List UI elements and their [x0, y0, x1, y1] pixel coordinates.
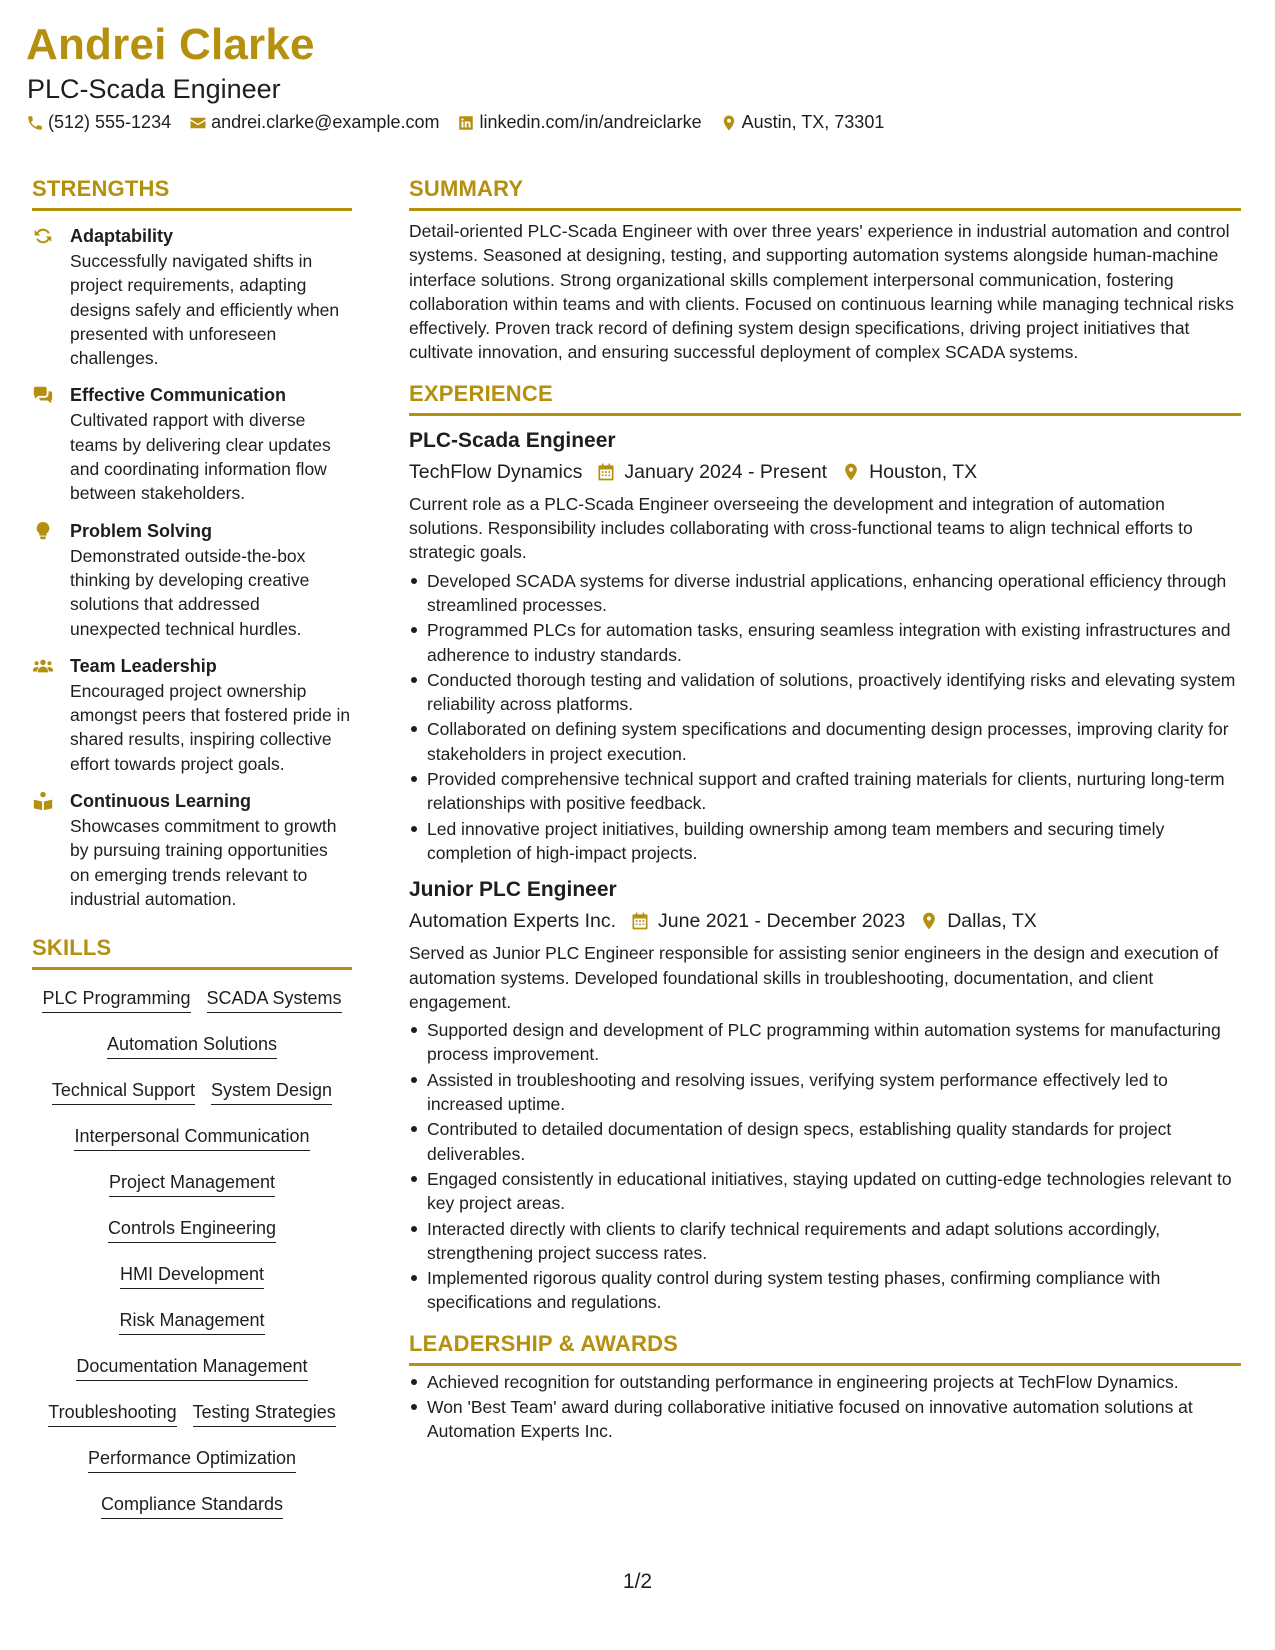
job-entry	[409, 875, 1241, 1314]
strength-desc: Successfully navigated shifts in project requirements, adapting designs safely and efficiently when presented with unforeseen challenges.	[70, 251, 340, 369]
contact-linkedin[interactable]	[457, 112, 701, 133]
company-name: Automation Experts Inc.	[409, 910, 617, 933]
bullet-item: Programmed PLCs for automation tasks, ensuring seamless integration with existing infrastructures and adherence to industry standards.	[409, 618, 1241, 667]
skill-tag: Interpersonal Communication	[74, 1126, 309, 1151]
job-location	[841, 457, 977, 487]
job-entry	[409, 426, 1241, 865]
experience-heading: EXPERIENCE	[409, 381, 1241, 416]
strength-desc: Showcases commitment to growth by pursuing training opportunities on emerging trends relevant to industrial automation.	[70, 816, 337, 909]
summary-text: Detail-oriented PLC-Scada Engineer with over three years' experience in industrial automation and control systems. Seasoned at designing, testing, and supporting automation systems alongside human-machine interface solutions. Strong organizational skills complement interpersonal communication, fostering collaboration within teams and with clients. Focused on continuous learning while managing technical risks effectively. Proven track record of defining system design specifications, driving project initiatives that cultivate innovation, and ensuring successful deployment of complex SCADA systems.	[409, 221, 1234, 363]
bullet-item: Led innovative project initiatives, building ownership among team members and securing timely completion of high-impact projects.	[409, 817, 1241, 866]
skill-tag: Troubleshooting	[48, 1402, 176, 1427]
job-description: Served as Junior PLC Engineer responsible for assisting senior engineers in the design and execution of automation systems. Developed foundational skills in troubleshooting, documentation, and client engagement.	[409, 943, 1219, 1012]
bullet-item: Supported design and development of PLC programming within automation systems for manufacturing process improvement.	[409, 1018, 1241, 1067]
map-marker-icon	[720, 114, 738, 132]
summary-heading: SUMMARY	[409, 176, 1241, 211]
skills-heading: SKILLS	[32, 935, 352, 970]
sync-icon	[32, 225, 54, 247]
strength-item	[32, 518, 352, 641]
contact-phone[interactable]	[26, 112, 171, 133]
job-description: Current role as a PLC-Scada Engineer overseeing the development and integration of automation solutions. Responsibility includes collaborating with cross-functional teams to align technical efforts to strategic goals.	[409, 493, 1193, 563]
candidate-name: Andrei Clarke	[26, 20, 315, 69]
job-title: PLC-Scada Engineer	[409, 428, 616, 452]
skill-tag: System Design	[211, 1080, 332, 1105]
bullet-item: Contributed to detailed documentation of design specs, establishing quality standards for project deliverables.	[409, 1117, 1241, 1166]
skill-tag: Automation Solutions	[107, 1034, 277, 1059]
bullet-item: Developed SCADA systems for diverse industrial applications, enhancing operational efficiency through streamlined processes.	[409, 569, 1241, 618]
strength-desc: Encouraged project ownership amongst peers that fostered pride in shared results, inspiring collective effort towards project goals.	[70, 680, 351, 774]
awards-list	[409, 1370, 1241, 1444]
users-icon	[32, 655, 54, 677]
skill-tag: Performance Optimization	[88, 1448, 296, 1473]
strength-title: Adaptability	[70, 226, 174, 246]
contact-email[interactable]	[189, 112, 439, 133]
book-reader-icon	[32, 790, 54, 812]
calendar-icon	[596, 462, 616, 482]
calendar-icon	[630, 911, 650, 931]
awards-heading: LEADERSHIP & AWARDS	[409, 1331, 1241, 1366]
job-title: Junior PLC Engineer	[409, 878, 617, 902]
left-column	[32, 176, 352, 1534]
strengths-heading: STRENGTHS	[32, 176, 352, 211]
location-text: Dallas, TX	[947, 910, 1037, 933]
strength-item	[32, 788, 352, 911]
contact-location	[720, 112, 885, 133]
skill-tag: Risk Management	[119, 1310, 264, 1335]
job-dates	[596, 457, 827, 487]
strength-title: Continuous Learning	[70, 791, 251, 812]
bullet-item: Engaged consistently in educational initiatives, staying updated on cutting-edge technologies relevant to key project areas.	[409, 1167, 1241, 1216]
skill-tag: Controls Engineering	[108, 1218, 276, 1243]
dates-text: January 2024 - Present	[624, 460, 828, 483]
phone-text: (512) 555-1234	[48, 112, 172, 132]
strength-title: Effective Communication	[70, 385, 287, 406]
skill-tag: Testing Strategies	[193, 1402, 336, 1427]
map-marker-icon	[841, 462, 861, 482]
bullet-item: Interacted directly with clients to clarify technical requirements and adapt solutions accordingly, strengthening project success rates.	[409, 1217, 1241, 1266]
bullet-item: Provided comprehensive technical support and crafted training materials for clients, nurturing long-term relationships with positive feedback.	[409, 767, 1241, 816]
job-company	[409, 457, 582, 487]
strength-item	[32, 223, 352, 370]
skills-list	[32, 982, 352, 1534]
phone-icon	[26, 114, 44, 132]
job-location	[919, 906, 1037, 936]
job-meta	[409, 906, 1241, 936]
strength-item	[32, 382, 352, 505]
dates-text: June 2021 - December 2023	[658, 910, 906, 933]
bullet-item: Collaborated on defining system specifications and documenting design processes, improving clarity for stakeholders in project execution.	[409, 717, 1241, 766]
candidate-title: PLC-Scada Engineer	[27, 74, 281, 104]
page-number: 1/2	[622, 1570, 653, 1593]
linkedin-text: linkedin.com/in/andreiclarke	[479, 112, 702, 132]
bullet-item: Implemented rigorous quality control during system testing phases, confirming compliance with specifications and regulations.	[409, 1266, 1241, 1315]
skill-tag: SCADA Systems	[207, 988, 342, 1013]
strength-item	[32, 653, 352, 776]
comments-icon	[32, 384, 54, 406]
strength-desc: Cultivated rapport with diverse teams by delivering clear updates and coordinating information flow between stakeholders.	[70, 410, 331, 504]
job-meta	[409, 457, 1241, 487]
location-text: Austin, TX, 73301	[741, 112, 885, 132]
award-item: Won 'Best Team' award during collaborative initiative focused on innovative automation solutions at Automation Experts Inc.	[409, 1395, 1241, 1444]
bullet-item: Assisted in troubleshooting and resolving issues, verifying system performance effectively led to increased uptime.	[409, 1068, 1241, 1117]
email-text: andrei.clarke@example.com	[211, 112, 440, 132]
job-bullets	[409, 569, 1241, 866]
company-name: TechFlow Dynamics	[409, 460, 583, 483]
skill-tag: PLC Programming	[42, 988, 190, 1013]
skill-tag: Documentation Management	[76, 1356, 307, 1381]
linkedin-icon	[457, 114, 475, 132]
bullet-item: Conducted thorough testing and validation of solutions, proactively identifying risks and elevating system reliability across platforms.	[409, 668, 1241, 717]
contact-bar	[26, 112, 902, 133]
location-text: Houston, TX	[869, 460, 978, 483]
award-item: Achieved recognition for outstanding performance in engineering projects at TechFlow Dynamics.	[409, 1370, 1241, 1394]
strength-title: Team Leadership	[70, 655, 217, 676]
envelope-icon	[189, 114, 207, 132]
skill-tag: Technical Support	[52, 1080, 195, 1105]
job-company	[409, 906, 616, 936]
job-dates	[630, 906, 905, 936]
lightbulb-icon	[32, 520, 54, 542]
strength-desc: Demonstrated outside-the-box thinking by developing creative solutions that addressed unexpected technical hurdles.	[70, 545, 310, 639]
job-bullets	[409, 1018, 1241, 1315]
right-column	[409, 176, 1241, 1445]
strength-title: Problem Solving	[70, 520, 213, 541]
skill-tag: Compliance Standards	[101, 1494, 283, 1519]
map-marker-icon	[919, 911, 939, 931]
skill-tag: Project Management	[109, 1172, 275, 1197]
skill-tag: HMI Development	[120, 1264, 264, 1289]
